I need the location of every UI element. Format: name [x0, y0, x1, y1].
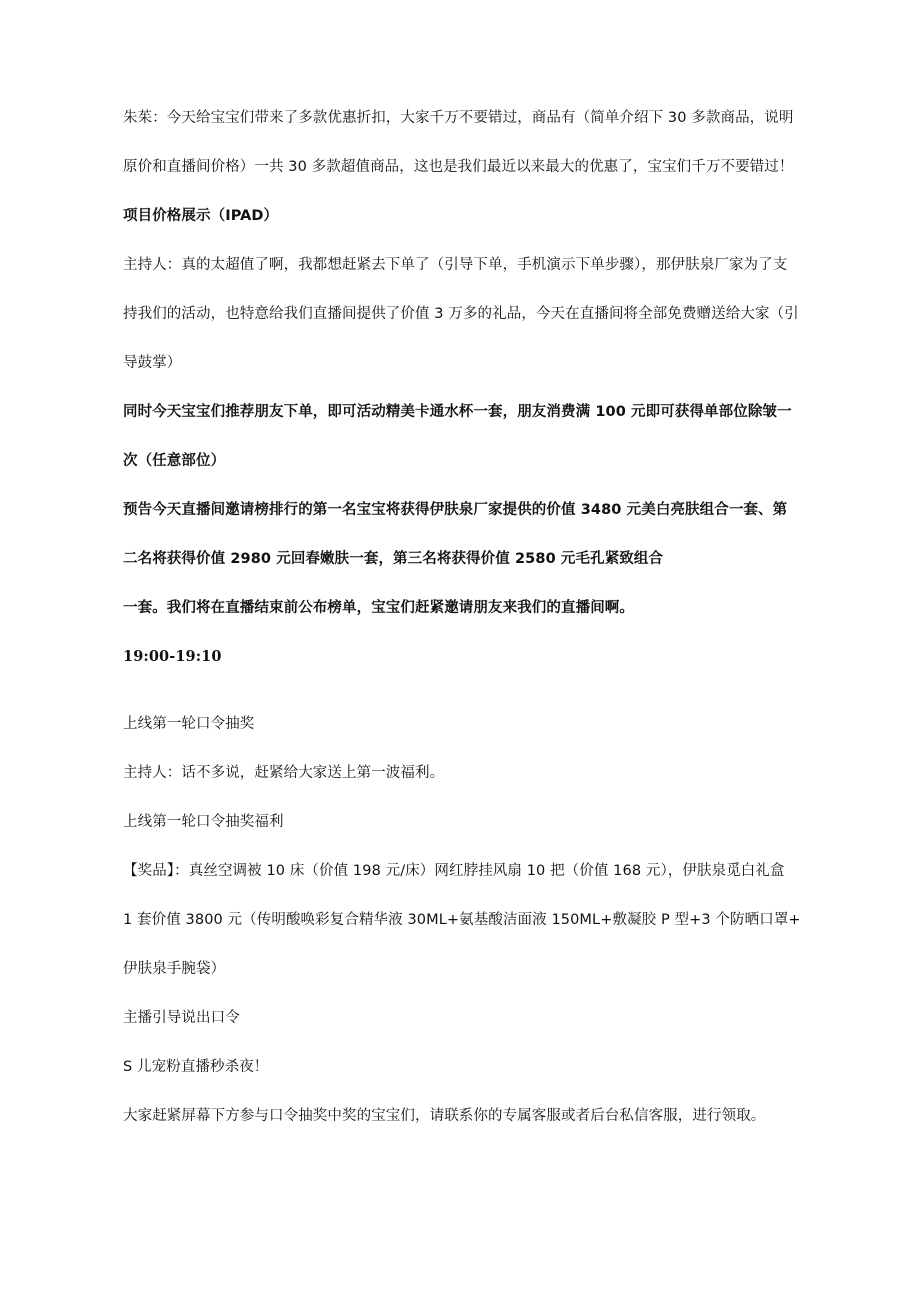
- lottery-round-title: 上线第一轮口令抽奖: [123, 716, 255, 732]
- ranking-line-2: 二名将获得价值 2980 元回春嫩肤一套，第三名将获得价值 2580 元毛孔紧致组合: [123, 551, 664, 567]
- host-line-1: 主持人：真的太超值了啊，我都想赶紧去下单了（引导下单，手机演示下单步骤），那伊肤泉厂家为了支: [123, 257, 788, 273]
- lottery-welfare-title: 上线第一轮口令抽奖福利: [123, 814, 284, 830]
- anchor-guide-line: 主播引导说出口令: [123, 1010, 240, 1026]
- referral-line-2: 次（任意部位）: [123, 453, 226, 469]
- section-heading-ipad: 项目价格展示（IPAD）: [123, 208, 279, 224]
- ranking-line-1: 预告今天直播间邀请榜排行的第一名宝宝将获得伊肤泉厂家提供的价值 3480 元美白亮肤组合一套、第: [123, 502, 788, 518]
- host-line-2: 持我们的活动，也特意给我们直播间提供了价值 3 万多的礼品，今天在直播间将全部免费赠送给大家（引: [123, 306, 799, 322]
- prize-line-2: 1 套价值 3800 元（传明酸唤彩复合精华液 30ML+氨基酸洁面液 150ML+敷凝胶 P 型+3 个防晒口罩+: [123, 912, 801, 928]
- host-welfare-line: 主持人：话不多说，赶紧给大家送上第一波福利。: [123, 765, 445, 781]
- time-slot-heading: 19:00-19:10: [123, 648, 222, 665]
- referral-line-1: 同时今天宝宝们推荐朋友下单，即可活动精美卡通水杯一套，朋友消费满 100 元即可获得单部位除皱一: [123, 404, 792, 420]
- intro-line-2: 原价和直播间价格）一共 30 多款超值商品，这也是我们最近以来最大的优惠了，宝宝们千万不要错过！: [123, 159, 794, 175]
- password-line: S 儿宠粉直播秒杀夜！: [123, 1059, 269, 1075]
- prize-line-3: 伊肤泉手腕袋）: [123, 961, 226, 977]
- intro-line-1: 朱茱：今天给宝宝们带来了多款优惠折扣，大家千万不要错过，商品有（简单介绍下 30 多款商品，说明: [123, 110, 794, 126]
- prize-line-1: 【奖品】：真丝空调被 10 床（价值 198 元/床）网红脖挂风扇 10 把（价值 168 元），伊肤泉觅白礼盒: [123, 863, 785, 879]
- host-line-3: 导鼓掌）: [123, 355, 182, 371]
- ranking-line-3: 一套。我们将在直播结束前公布榜单，宝宝们赶紧邀请朋友来我们的直播间啊。: [123, 600, 634, 616]
- claim-instructions-line: 大家赶紧屏幕下方参与口令抽奖中奖的宝宝们，请联系你的专属客服或者后台私信客服，进行领取。: [123, 1108, 766, 1124]
